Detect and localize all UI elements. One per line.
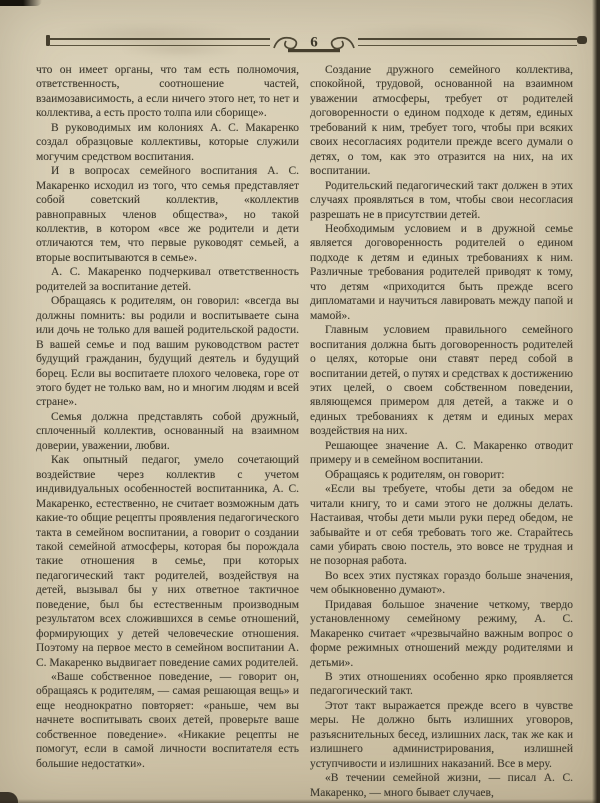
paragraph: Создание дружного семейного коллектива, спокойной, трудовой, основанной на взаимном уважении атмосферы, требует от родителей договоренности о едином подходе к детям, единых требований к ним, требует того, чтобы при всяких своих несогласиях родители прежде всего думали о детях, о том, как это отразится на них, на их воспитании. bbox=[310, 64, 573, 178]
paragraph: В руководимых им колониях А. С. Макаренко создал образцовые коллективы, которые служили могучим средством воспитания. bbox=[36, 121, 299, 163]
rule-end-cap-right bbox=[577, 36, 587, 44]
paragraph: И в вопросах семейного воспитания А. С. Макаренко исходил из того, что семья представляет собой советский коллектив, «коллектив равноправных членов общества», но такой коллектив, в котором «все же родители и дети отличаются тем, что первые руководят семьей, а вторые воспитываются в семье». bbox=[36, 165, 299, 264]
scan-edge-artifact-top-left bbox=[0, 0, 42, 6]
article-body bbox=[36, 63, 573, 800]
paragraph: что он имеет органы, что там есть полномочия, ответственность, соотношение частей, взаимозависимость, а если ничего этого нет, то нет и коллектива, а есть просто толпа или сборище». bbox=[36, 64, 299, 120]
paragraph: Обращаясь к родителям, он говорит: bbox=[325, 468, 505, 481]
scan-edge-artifact-bottom-left bbox=[0, 792, 18, 803]
paragraph: «В течении семейной жизни, — писал А. С. Макаренко, — много бывает случаев, bbox=[310, 772, 573, 799]
header-rule-right bbox=[358, 38, 578, 46]
page-header bbox=[46, 33, 587, 53]
header-rule-left bbox=[50, 38, 270, 46]
paragraph: Необходимым условием и в дружной семье является договоренность родителей о едином подходе к детям и единых требованиях к ним. Различные требования родителей приводят к тому, что детям «приходится быть прежде всего дипломатами и научиться лавировать между папой и мамой». bbox=[310, 222, 573, 322]
paragraph: Семья должна представлять собой дружный, сплоченный коллектив, основанный на взаимном доверии, уважении, любви. bbox=[36, 410, 299, 452]
paragraph: «Если вы требуете, чтобы дети за обедом не читали книгу, то и сами этого не должны делать. Настаивая, чтобы дети мыли руки перед обедом, не забывайте и от себя требовать того же. Старайтесь сами убирать свою постель, это вовсе не трудная и не позорная работа. bbox=[310, 483, 573, 568]
paragraph: А. С. Макаренко подчеркивал ответственность родителей за воспитание детей. bbox=[36, 266, 299, 293]
scan-edge-artifact-bottom bbox=[0, 799, 600, 803]
scan-edge-artifact-right bbox=[592, 0, 600, 803]
paragraph: Решающее значение А. С. Макаренко отводит примеру и в семейном воспитании. bbox=[310, 439, 573, 467]
paragraph: Обращаясь к родителям, он говорил: «всегда вы должны помнить: вы родили и воспитываете сына или дочь не только для вашей родительской радости. В вашей семье и под вашим руководством растет будущий гражданин, будущий деятель и будущий борец. Если вы воспитаете плохого человека, горе от этого будет не только вам, но и многим людям и всей стране». bbox=[36, 295, 299, 409]
paragraph: Этот такт выражается прежде всего в чувстве меры. Не должно быть излишних уговоров, разъяснительных бесед, излишних ласк, так же как и излишнего администрирования, излишней уступчивости и излишних наказаний. Все в меру. bbox=[310, 699, 573, 770]
text-column-left bbox=[36, 63, 299, 800]
text-column-right bbox=[310, 63, 573, 800]
paragraph: Придавая большое значение четкому, твердо установленному семейному режиму, А. С. Макаренко считает «чрезвычайно важным вопрос о форме режимных отношений между родителями и детьми». bbox=[310, 598, 573, 669]
paragraph: В этих отношениях особенно ярко проявляется педагогический такт. bbox=[310, 671, 573, 698]
page-number-ornament bbox=[270, 29, 358, 55]
paragraph: «Ваше собственное поведение, — говорит он, обращаясь к родителям, — самая решающая вещь» и еще неоднократно повторяет: «раньше, чем вы начнете воспитывать своих детей, проверьте ваше собственное поведение». «Никакие рецепты не помогут, если в самой личности воспитателя есть большие недостатки». bbox=[36, 671, 299, 770]
paragraph: Во всех этих пустяках гораздо больше значения, чем обыкновенно думают». bbox=[310, 569, 573, 597]
paragraph: Как опытный педагог, умело сочетающий воздействие через коллектив с учетом индивидуальных особенностей воспитанника, А. С. Макаренко, естественно, не считает возможным дать какие-то общие рецепты проявления педагогического такта в семейном воспитании, а говорит о создании такой семейной атмосферы, которая бы порождала такие отношения в семье, при которых педагогический такт родителей, воздействуя на детей, вызывал бы у них ответное тактичное поведение, был бы естественным производным результатом всех сложившихся в семье отношений, формирующих у детей человеческие отношения. Поэтому на первое место в семейном воспитании А. С. Макаренко выдвигает поведение самих родителей. bbox=[36, 454, 299, 669]
paragraph: Главным условием правильного семейного воспитания должна быть договоренность родителей о целях, которые они ставят перед собой в воспитании детей, о путях и средствах к достижению этих целей, о своем собственном поведении, являющемся примером для детей, а также и о единых требованиях к детям и единых мерах воздействия на них. bbox=[310, 324, 573, 438]
paragraph: Родительский педагогический такт должен в этих случаях проявляться в том, чтобы свои несогласия разрешать не в присутствии детей. bbox=[310, 179, 573, 221]
page-number: 6 bbox=[309, 34, 318, 51]
